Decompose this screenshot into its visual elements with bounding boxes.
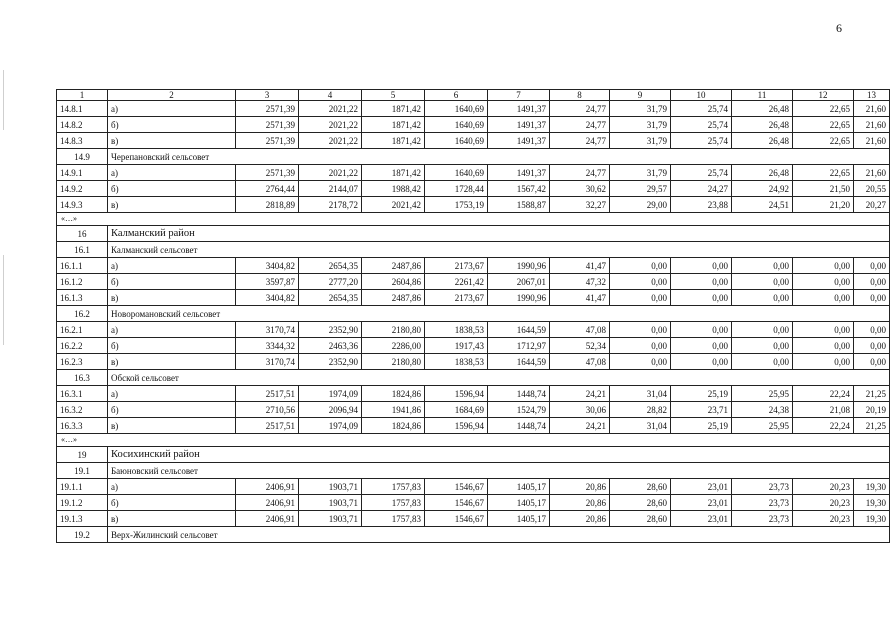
value-cell: 23,01 [671, 511, 732, 527]
value-cell: 0,00 [854, 354, 890, 370]
row-label: б) [108, 117, 236, 133]
value-cell: 25,74 [671, 101, 732, 117]
value-cell: 0,00 [610, 354, 671, 370]
value-cell: 20,86 [550, 479, 610, 495]
row-label: а) [108, 258, 236, 274]
value-cell: 2021,22 [299, 117, 362, 133]
value-cell: 2764,44 [236, 181, 299, 197]
value-cell: 20,23 [793, 479, 854, 495]
value-cell: 2406,91 [236, 495, 299, 511]
value-cell: 25,19 [671, 418, 732, 434]
value-cell: 2604,86 [362, 274, 425, 290]
row-code: 14.8.2 [57, 117, 108, 133]
value-cell: 1524,79 [488, 402, 550, 418]
table-row [57, 133, 890, 149]
value-cell: 26,48 [732, 133, 793, 149]
column-number-cell: 1 [57, 90, 108, 101]
value-cell: 19,30 [854, 511, 890, 527]
value-cell: 20,55 [854, 181, 890, 197]
value-cell: 0,00 [793, 354, 854, 370]
section-row [57, 447, 890, 463]
value-cell: 22,65 [793, 101, 854, 117]
row-label: б) [108, 402, 236, 418]
row-code: 16.3.1 [57, 386, 108, 402]
value-cell: 21,60 [854, 165, 890, 181]
value-cell: 47,32 [550, 274, 610, 290]
value-cell: 41,47 [550, 290, 610, 306]
value-cell: 3404,82 [236, 258, 299, 274]
value-cell: 2517,51 [236, 386, 299, 402]
value-cell: 24,21 [550, 386, 610, 402]
row-label: в) [108, 418, 236, 434]
value-cell: 2517,51 [236, 418, 299, 434]
column-number-cell: 2 [108, 90, 236, 101]
value-cell: 20,23 [793, 511, 854, 527]
value-cell: 1824,86 [362, 418, 425, 434]
omission-mark: «…» [57, 213, 890, 226]
value-cell: 23,71 [671, 402, 732, 418]
value-cell: 1871,42 [362, 165, 425, 181]
value-cell: 1491,37 [488, 165, 550, 181]
value-cell: 2487,86 [362, 290, 425, 306]
value-cell: 1974,09 [299, 386, 362, 402]
value-cell: 2286,00 [362, 338, 425, 354]
section-row [57, 226, 890, 242]
value-cell: 21,60 [854, 117, 890, 133]
value-cell: 24,51 [732, 197, 793, 213]
value-cell: 1491,37 [488, 133, 550, 149]
subsection-title: Черепановский сельсовет [108, 149, 890, 165]
value-cell: 2818,89 [236, 197, 299, 213]
row-code: 16.1.3 [57, 290, 108, 306]
subsection-title: Верх-Жилинский сельсовет [108, 527, 890, 543]
row-label: а) [108, 386, 236, 402]
value-cell: 2021,22 [299, 101, 362, 117]
table-row [57, 418, 890, 434]
value-cell: 1988,42 [362, 181, 425, 197]
value-cell: 2571,39 [236, 165, 299, 181]
row-label: б) [108, 338, 236, 354]
table-row [57, 495, 890, 511]
column-number-cell: 4 [299, 90, 362, 101]
value-cell: 0,00 [671, 354, 732, 370]
value-cell: 0,00 [610, 290, 671, 306]
value-cell: 47,08 [550, 354, 610, 370]
table-row [57, 165, 890, 181]
value-cell: 23,01 [671, 479, 732, 495]
value-cell: 1640,69 [425, 117, 488, 133]
value-cell: 25,19 [671, 386, 732, 402]
value-cell: 1941,86 [362, 402, 425, 418]
value-cell: 20,19 [854, 402, 890, 418]
value-cell: 24,21 [550, 418, 610, 434]
row-code: 16.2.3 [57, 354, 108, 370]
value-cell: 2571,39 [236, 101, 299, 117]
value-cell: 0,00 [793, 290, 854, 306]
value-cell: 0,00 [671, 274, 732, 290]
value-cell: 25,74 [671, 133, 732, 149]
value-cell: 0,00 [610, 274, 671, 290]
page-number: 6 [836, 21, 842, 35]
value-cell: 1644,59 [488, 354, 550, 370]
value-cell: 21,25 [854, 386, 890, 402]
value-cell: 1974,09 [299, 418, 362, 434]
column-number-cell: 3 [236, 90, 299, 101]
tariff-table [56, 89, 890, 543]
row-code: 16.2.1 [57, 322, 108, 338]
value-cell: 23,01 [671, 495, 732, 511]
value-cell: 0,00 [854, 258, 890, 274]
value-cell: 19,30 [854, 479, 890, 495]
table-row [57, 354, 890, 370]
subsection-title: Баюновский сельсовет [108, 463, 890, 479]
value-cell: 26,48 [732, 101, 793, 117]
value-cell: 22,65 [793, 165, 854, 181]
column-number-cell: 9 [610, 90, 671, 101]
row-label: в) [108, 511, 236, 527]
row-label: б) [108, 495, 236, 511]
value-cell: 23,88 [671, 197, 732, 213]
subsection-title: Новороманoвский сельсовет [108, 306, 890, 322]
table-row [57, 479, 890, 495]
row-label: а) [108, 101, 236, 117]
table-row [57, 274, 890, 290]
subsection-row [57, 306, 890, 322]
row-code: 16.3.2 [57, 402, 108, 418]
value-cell: 1546,67 [425, 479, 488, 495]
row-code: 16.2.2 [57, 338, 108, 354]
subsection-row [57, 463, 890, 479]
subsection-code: 19.2 [57, 527, 108, 543]
value-cell: 1903,71 [299, 479, 362, 495]
value-cell: 2261,42 [425, 274, 488, 290]
row-code: 19.1.3 [57, 511, 108, 527]
value-cell: 2777,20 [299, 274, 362, 290]
value-cell: 26,48 [732, 165, 793, 181]
value-cell: 1838,53 [425, 354, 488, 370]
value-cell: 26,48 [732, 117, 793, 133]
row-label: в) [108, 290, 236, 306]
scan-edge-line [3, 255, 4, 345]
table-row [57, 511, 890, 527]
column-number-cell: 6 [425, 90, 488, 101]
value-cell: 2406,91 [236, 511, 299, 527]
value-cell: 2021,22 [299, 133, 362, 149]
value-cell: 21,25 [854, 418, 890, 434]
value-cell: 28,60 [610, 511, 671, 527]
value-cell: 41,47 [550, 258, 610, 274]
section-code: 16 [57, 226, 108, 242]
table-row [57, 386, 890, 402]
value-cell: 3597,87 [236, 274, 299, 290]
value-cell: 1903,71 [299, 495, 362, 511]
value-cell: 1596,94 [425, 386, 488, 402]
value-cell: 25,74 [671, 165, 732, 181]
value-cell: 1871,42 [362, 117, 425, 133]
row-label: в) [108, 354, 236, 370]
row-label: а) [108, 165, 236, 181]
value-cell: 31,79 [610, 133, 671, 149]
table-row [57, 290, 890, 306]
subsection-code: 19.1 [57, 463, 108, 479]
value-cell: 1757,83 [362, 495, 425, 511]
value-cell: 0,00 [732, 258, 793, 274]
value-cell: 1491,37 [488, 117, 550, 133]
row-code: 14.9.3 [57, 197, 108, 213]
subsection-title: Обской сельсовет [108, 370, 890, 386]
table-row [57, 181, 890, 197]
value-cell: 20,23 [793, 495, 854, 511]
value-cell: 1546,67 [425, 495, 488, 511]
row-label: а) [108, 479, 236, 495]
table-row [57, 101, 890, 117]
value-cell: 1838,53 [425, 322, 488, 338]
value-cell: 21,08 [793, 402, 854, 418]
value-cell: 24,27 [671, 181, 732, 197]
value-cell: 30,62 [550, 181, 610, 197]
omission-row [57, 213, 890, 226]
subsection-title: Калманский сельсовет [108, 242, 890, 258]
table-row [57, 117, 890, 133]
table-row [57, 197, 890, 213]
column-number-cell: 8 [550, 90, 610, 101]
value-cell: 1640,69 [425, 101, 488, 117]
row-code: 19.1.2 [57, 495, 108, 511]
value-cell: 0,00 [854, 274, 890, 290]
subsection-code: 16.1 [57, 242, 108, 258]
row-label: в) [108, 133, 236, 149]
value-cell: 25,95 [732, 386, 793, 402]
section-title: Калманский район [108, 226, 890, 242]
value-cell: 0,00 [793, 322, 854, 338]
value-cell: 21,60 [854, 133, 890, 149]
row-code: 14.8.1 [57, 101, 108, 117]
value-cell: 2178,72 [299, 197, 362, 213]
value-cell: 1990,96 [488, 258, 550, 274]
subsection-code: 16.3 [57, 370, 108, 386]
value-cell: 3344,32 [236, 338, 299, 354]
value-cell: 1871,42 [362, 133, 425, 149]
subsection-code: 14.9 [57, 149, 108, 165]
value-cell: 1990,96 [488, 290, 550, 306]
row-code: 19.1.1 [57, 479, 108, 495]
value-cell: 28,82 [610, 402, 671, 418]
value-cell: 2021,22 [299, 165, 362, 181]
subsection-code: 16.2 [57, 306, 108, 322]
row-code: 16.1.2 [57, 274, 108, 290]
omission-mark: «…» [57, 434, 890, 447]
value-cell: 0,00 [671, 258, 732, 274]
value-cell: 1712,97 [488, 338, 550, 354]
value-cell: 1448,74 [488, 418, 550, 434]
value-cell: 0,00 [732, 290, 793, 306]
value-cell: 1448,74 [488, 386, 550, 402]
value-cell: 22,65 [793, 117, 854, 133]
value-cell: 1405,17 [488, 495, 550, 511]
value-cell: 31,79 [610, 101, 671, 117]
value-cell: 2067,01 [488, 274, 550, 290]
value-cell: 30,06 [550, 402, 610, 418]
value-cell: 22,24 [793, 418, 854, 434]
value-cell: 1903,71 [299, 511, 362, 527]
value-cell: 24,77 [550, 101, 610, 117]
value-cell: 28,60 [610, 479, 671, 495]
value-cell: 29,57 [610, 181, 671, 197]
subsection-row [57, 370, 890, 386]
value-cell: 1546,67 [425, 511, 488, 527]
value-cell: 25,95 [732, 418, 793, 434]
column-number-cell: 13 [854, 90, 890, 101]
value-cell: 2352,90 [299, 354, 362, 370]
value-cell: 31,04 [610, 418, 671, 434]
value-cell: 22,65 [793, 133, 854, 149]
column-number-cell: 10 [671, 90, 732, 101]
value-cell: 29,00 [610, 197, 671, 213]
row-label: в) [108, 197, 236, 213]
value-cell: 2180,80 [362, 354, 425, 370]
row-code: 16.1.1 [57, 258, 108, 274]
value-cell: 24,77 [550, 117, 610, 133]
value-cell: 2710,56 [236, 402, 299, 418]
value-cell: 1640,69 [425, 133, 488, 149]
row-label: б) [108, 274, 236, 290]
column-number-row [57, 90, 890, 101]
subsection-row [57, 149, 890, 165]
row-label: б) [108, 181, 236, 197]
value-cell: 0,00 [671, 322, 732, 338]
value-cell: 3170,74 [236, 322, 299, 338]
value-cell: 21,50 [793, 181, 854, 197]
value-cell: 32,27 [550, 197, 610, 213]
value-cell: 1917,43 [425, 338, 488, 354]
value-cell: 0,00 [671, 290, 732, 306]
row-code: 14.9.2 [57, 181, 108, 197]
value-cell: 1824,86 [362, 386, 425, 402]
value-cell: 1757,83 [362, 511, 425, 527]
value-cell: 31,04 [610, 386, 671, 402]
value-cell: 23,73 [732, 479, 793, 495]
value-cell: 1644,59 [488, 322, 550, 338]
value-cell: 24,38 [732, 402, 793, 418]
value-cell: 24,77 [550, 165, 610, 181]
value-cell: 2096,94 [299, 402, 362, 418]
section-title: Косихинский район [108, 447, 890, 463]
value-cell: 2571,39 [236, 117, 299, 133]
column-number-cell: 5 [362, 90, 425, 101]
value-cell: 2173,67 [425, 258, 488, 274]
value-cell: 1596,94 [425, 418, 488, 434]
value-cell: 19,30 [854, 495, 890, 511]
value-cell: 2352,90 [299, 322, 362, 338]
value-cell: 1757,83 [362, 479, 425, 495]
value-cell: 31,79 [610, 165, 671, 181]
value-cell: 0,00 [793, 258, 854, 274]
value-cell: 1405,17 [488, 479, 550, 495]
value-cell: 52,34 [550, 338, 610, 354]
value-cell: 1491,37 [488, 101, 550, 117]
value-cell: 1728,44 [425, 181, 488, 197]
table-row [57, 338, 890, 354]
value-cell: 2463,36 [299, 338, 362, 354]
value-cell: 23,73 [732, 511, 793, 527]
value-cell: 25,74 [671, 117, 732, 133]
omission-row [57, 434, 890, 447]
subsection-row [57, 242, 890, 258]
row-code: 14.8.3 [57, 133, 108, 149]
table-row [57, 258, 890, 274]
value-cell: 28,60 [610, 495, 671, 511]
value-cell: 0,00 [732, 338, 793, 354]
value-cell: 1588,87 [488, 197, 550, 213]
value-cell: 0,00 [793, 274, 854, 290]
value-cell: 0,00 [610, 322, 671, 338]
value-cell: 24,77 [550, 133, 610, 149]
subsection-row [57, 527, 890, 543]
value-cell: 2571,39 [236, 133, 299, 149]
value-cell: 20,27 [854, 197, 890, 213]
value-cell: 3404,82 [236, 290, 299, 306]
value-cell: 47,08 [550, 322, 610, 338]
value-cell: 24,92 [732, 181, 793, 197]
value-cell: 1753,19 [425, 197, 488, 213]
value-cell: 2144,07 [299, 181, 362, 197]
row-label: а) [108, 322, 236, 338]
value-cell: 0,00 [732, 354, 793, 370]
column-number-cell: 7 [488, 90, 550, 101]
column-number-cell: 12 [793, 90, 854, 101]
value-cell: 1405,17 [488, 511, 550, 527]
value-cell: 0,00 [854, 338, 890, 354]
value-cell: 3170,74 [236, 354, 299, 370]
value-cell: 0,00 [732, 322, 793, 338]
scan-edge-line [3, 70, 4, 130]
value-cell: 23,73 [732, 495, 793, 511]
value-cell: 1871,42 [362, 101, 425, 117]
value-cell: 0,00 [854, 290, 890, 306]
value-cell: 1567,42 [488, 181, 550, 197]
value-cell: 0,00 [854, 322, 890, 338]
value-cell: 1640,69 [425, 165, 488, 181]
value-cell: 20,86 [550, 495, 610, 511]
value-cell: 2654,35 [299, 258, 362, 274]
value-cell: 1684,69 [425, 402, 488, 418]
value-cell: 2173,67 [425, 290, 488, 306]
table-row [57, 322, 890, 338]
section-code: 19 [57, 447, 108, 463]
value-cell: 0,00 [610, 338, 671, 354]
row-code: 14.9.1 [57, 165, 108, 181]
row-code: 16.3.3 [57, 418, 108, 434]
value-cell: 2487,86 [362, 258, 425, 274]
value-cell: 20,86 [550, 511, 610, 527]
value-cell: 31,79 [610, 117, 671, 133]
value-cell: 21,60 [854, 101, 890, 117]
value-cell: 21,20 [793, 197, 854, 213]
value-cell: 0,00 [610, 258, 671, 274]
value-cell: 22,24 [793, 386, 854, 402]
value-cell: 0,00 [793, 338, 854, 354]
value-cell: 0,00 [732, 274, 793, 290]
value-cell: 2406,91 [236, 479, 299, 495]
column-number-cell: 11 [732, 90, 793, 101]
value-cell: 0,00 [671, 338, 732, 354]
value-cell: 2180,80 [362, 322, 425, 338]
table-row [57, 402, 890, 418]
value-cell: 2654,35 [299, 290, 362, 306]
value-cell: 2021,42 [362, 197, 425, 213]
